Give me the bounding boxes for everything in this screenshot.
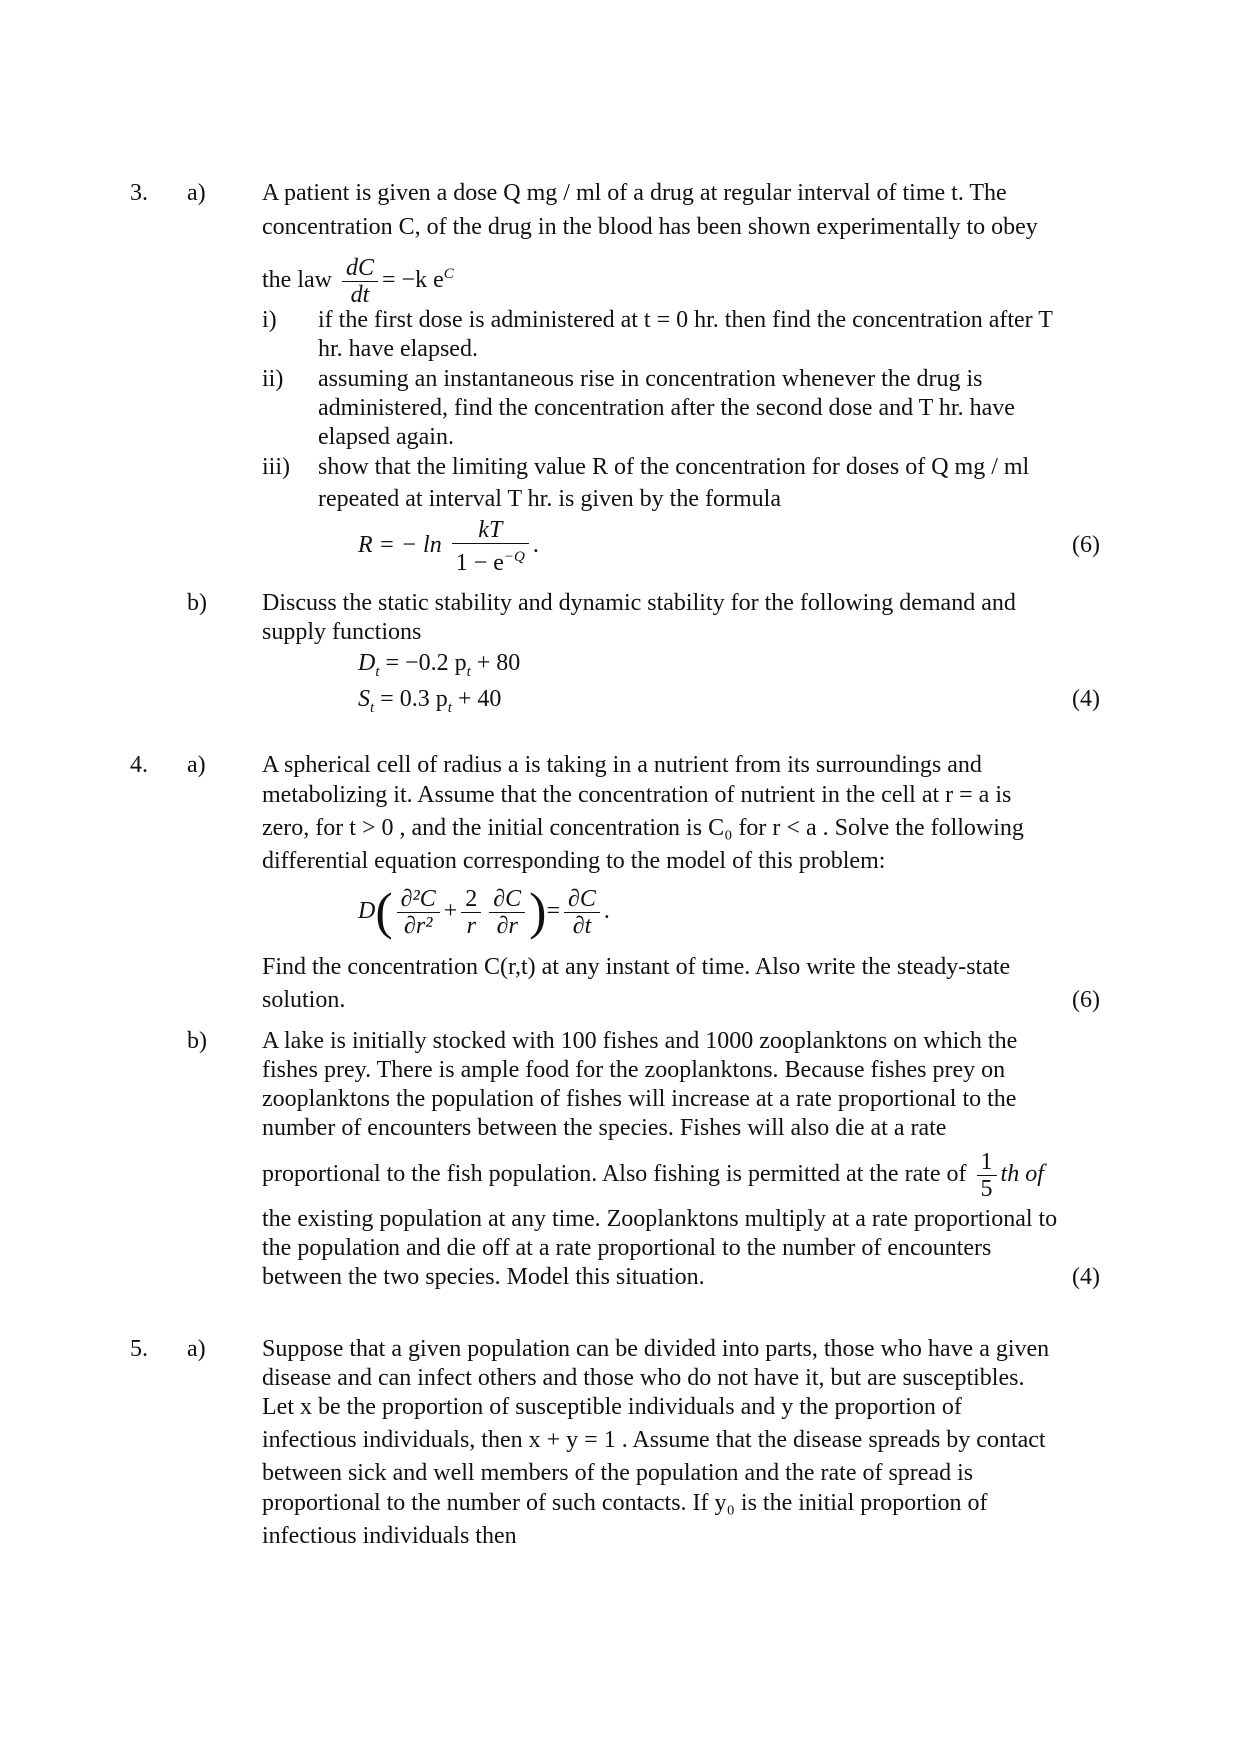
q4a-text-line-2: metabolizing it. Assume that the concentration of nutrient in the cell at r = a is (262, 782, 1012, 808)
q3a-item-iii-label: iii) (262, 454, 290, 480)
q4b-text-line-8: between the two species. Model this situation. (262, 1264, 705, 1290)
q4-part-a-label: a) (187, 752, 206, 778)
formula-end: . (532, 532, 539, 558)
formula-lhs: R = − ln (358, 532, 442, 558)
line5-prefix: proportional to the fish population. Also fishing is permitted at the rate of (262, 1161, 967, 1187)
q4a-marks: (6) (1072, 987, 1100, 1013)
pde-term1 (397, 886, 440, 939)
q5a-text-line-5: between sick and well members of the population and the rate of spread is (262, 1460, 974, 1486)
q3a-item-i-line-2: hr. have elapsed. (318, 336, 478, 362)
supply-subscript: t (370, 699, 375, 716)
question-number-4: 4. (130, 752, 148, 778)
q3a-item-ii-line-2: administered, find the concentration after the second dose and T hr. have (318, 395, 1015, 421)
supply-rhs-subscript: t (447, 699, 452, 716)
q4b-text-line-6: the existing population at any time. Zooplanktons multiply at a rate proportional to (262, 1206, 1058, 1232)
q4a-text-line-6: solution. (262, 987, 346, 1013)
formula-numerator: kT (478, 516, 503, 543)
q4a-text-line-4: differential equation corresponding to the model of this problem: (262, 848, 886, 874)
q5-part-a-label: a) (187, 1336, 206, 1362)
law-exponent: C (443, 266, 454, 282)
law-denominator: dt (350, 281, 370, 308)
q3a-item-ii-line-3: elapsed again. (318, 424, 454, 450)
question-number-3: 3. (130, 180, 148, 206)
q3a-law-equation (262, 246, 454, 308)
q3b-text-line-2: supply functions (262, 619, 422, 645)
law-numerator: dC (345, 254, 374, 281)
demand-rhs: = −0.2 p (379, 650, 467, 676)
question-number-5: 5. (130, 1336, 148, 1362)
pde-rhs (564, 886, 600, 939)
q5a-text-line-4: infectious individuals, then x + y = 1 . Assume that the disease spreads by contact (262, 1427, 1046, 1453)
q3a-marks: (6) (1072, 532, 1100, 558)
q4b-marks: (4) (1072, 1264, 1100, 1290)
supply-symbol: S (358, 686, 370, 712)
pde-coefficient: D (358, 898, 376, 924)
pde-equals: = (546, 898, 561, 924)
demand-symbol: D (358, 650, 376, 676)
fraction-numerator: 1 (977, 1149, 997, 1176)
pde-term2b (489, 886, 525, 939)
q4a-text-line-3: zero, for t > 0 , and the initial concentration is C₀ for r < a . Solve the following (262, 815, 1024, 841)
pde-end: . (603, 898, 610, 924)
q5a-text-line-2: disease and can infect others and those who do not have it, but are susceptibles. (262, 1365, 1025, 1391)
q3a-item-i-line-1: if the first dose is administered at t = 0 hr. then find the concentration after T (318, 307, 1053, 333)
q3a-item-ii-line-1: assuming an instantaneous rise in concentration whenever the drug is (318, 366, 983, 392)
q3-part-a-label: a) (187, 180, 206, 206)
q3b-demand-equation (358, 648, 520, 687)
pde-term2b-denominator: ∂r (496, 912, 518, 939)
q3a-limit-formula (358, 515, 539, 576)
q4a-text-line-5: Find the concentration C(r,t) at any instant of time. Also write the steady-state (262, 954, 1011, 980)
formula-denominator: 1 − e (455, 549, 504, 576)
demand-subscript: t (375, 663, 380, 680)
q5a-text-line-6: proportional to the number of such contacts. If y₀ is the initial proportion of (262, 1490, 988, 1516)
formula-denominator-exponent: −Q (503, 548, 525, 565)
q3a-item-iii-line-1: show that the limiting value R of the concentration for doses of Q mg / ml (318, 454, 1030, 480)
pde-term1-numerator: ∂²C (400, 885, 436, 912)
q4a-text-line-1: A spherical cell of radius a is taking in a nutrient from its surroundings and (262, 752, 982, 778)
one-fifth-fraction (977, 1149, 997, 1202)
demand-constant: + 80 (470, 650, 521, 676)
pde-term2a (461, 886, 481, 939)
pde-term2a-denominator: r (466, 912, 476, 939)
law-prefix: the law (262, 267, 332, 293)
q5a-text-line-1: Suppose that a given population can be divided into parts, those who have a given (262, 1336, 1050, 1362)
formula-fraction (452, 517, 529, 576)
q5a-text-line-3: Let x be the proportion of susceptible individuals and y the proportion of (262, 1394, 962, 1420)
supply-rhs: = 0.3 p (374, 686, 448, 712)
q4-part-b-label: b) (187, 1028, 207, 1054)
q4a-differential-equation (358, 876, 610, 946)
q5a-text-line-7: infectious individuals then (262, 1523, 517, 1549)
q4b-text-line-4: number of encounters between the species. Fishes will also die at a rate (262, 1115, 947, 1141)
right-paren: ) (529, 883, 547, 941)
q3a-item-iii-line-2: repeated at interval T hr. is given by the formula (318, 486, 781, 512)
q3b-marks: (4) (1072, 686, 1100, 712)
q4b-text-line-5 (262, 1146, 1044, 1202)
supply-constant: + 40 (451, 686, 502, 712)
demand-rhs-subscript: t (466, 663, 471, 680)
q3a-text-line-1: A patient is given a dose Q mg / ml of a drug at regular interval of time t. The (262, 180, 1007, 206)
law-fraction (342, 255, 378, 308)
pde-rhs-numerator: ∂C (568, 885, 596, 912)
pde-term2b-numerator: ∂C (493, 885, 522, 912)
fraction-denominator: 5 (980, 1175, 993, 1202)
q3b-text-line-1: Discuss the static stability and dynamic stability for the following demand and (262, 590, 1016, 616)
q3-part-b-label: b) (187, 590, 207, 616)
q3b-supply-equation (358, 684, 501, 723)
q3a-text-line-2: concentration C, of the drug in the blood has been shown experimentally to obey (262, 214, 1038, 240)
pde-term2a-numerator: 2 (465, 885, 478, 912)
q4b-text-line-7: the population and die off at a rate proportional to the number of encounters (262, 1235, 992, 1261)
q3a-item-i-label: i) (262, 307, 277, 333)
q4b-text-line-2: fishes prey. There is ample food for the zooplanktons. Because fishes prey on (262, 1057, 1006, 1083)
line5-suffix: th of (1000, 1161, 1044, 1187)
pde-plus: + (443, 898, 458, 924)
left-paren: ( (375, 883, 393, 941)
q4b-text-line-1: A lake is initially stocked with 100 fishes and 1000 zooplanktons on which the (262, 1028, 1018, 1054)
pde-rhs-denominator: ∂t (572, 912, 592, 939)
q4b-text-line-3: zooplanktons the population of fishes will increase at a rate proportional to the (262, 1086, 1017, 1112)
pde-term1-denominator: ∂r² (404, 912, 433, 939)
q3a-item-ii-label: ii) (262, 366, 284, 392)
law-rhs: = −k e (382, 267, 444, 293)
